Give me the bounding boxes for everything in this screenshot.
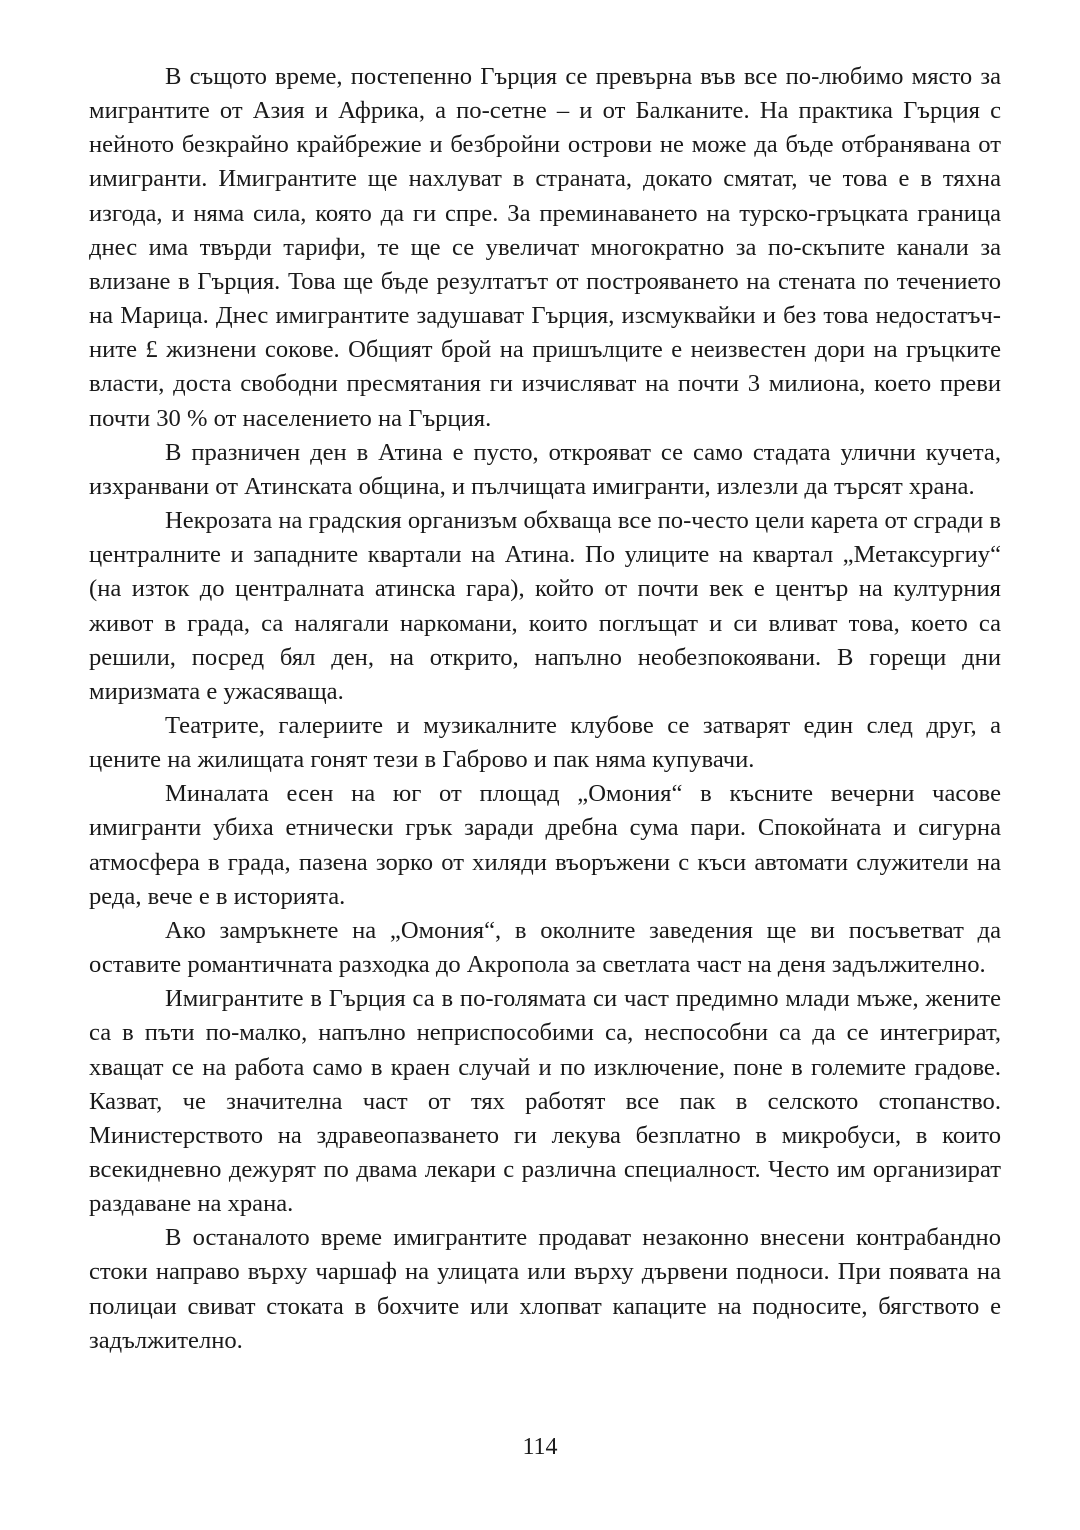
page-number: 114 bbox=[522, 1434, 558, 1460]
paragraph: Некрозата на градския организъм обхваща все по-често цели карета от сгради в централните и западните квартали на Атина. По улиците на квартал „Метаксургиу“ (на изток до централната атинска гара), който от почти век е център на културния живот в града, са налягали наркомани, които поглъщат и си вливат това, което са решили, посред бял ден, на открито, напълно необезпокоявани. В горещи дни миризмата е ужасяваща. bbox=[89, 507, 1001, 705]
paragraph: Миналата есен на юг от площад „Омония“ в късните вечерни часове имигранти убиха етнически грък заради дребна сума пари. Спокойната и сигурна атмосфера в града, пазена зорко от хиляди въоръжени с къси автомати служители на реда, вече е в историята. bbox=[89, 780, 1001, 910]
paragraph: Имигрантите в Гърция са в по-голямата си част предимно млади мъже, жените са в пъти по-малко, напълно неприспособими са, неспособни са да се интегрират, хващат се на работа само в краен случай и по изключение, поне в големите градове. Казват, че значителна част от тях работят все пак в селското стопанство. Министерството на здравеопазването ги лекува безплатно в микробуси, в които всекидневно дежурят по двама лекари с различна специалност. Често им организират раздаване на храна. bbox=[89, 985, 1001, 1218]
paragraph: Ако замръкнете на „Омония“, в околните заведения ще ви посъветват да оставите романтичната разходка до Акропола за светлата част на деня задължително. bbox=[89, 916, 1001, 979]
page-body bbox=[89, 60, 1001, 1358]
paragraph: В останалото време имигрантите продават незаконно внесени контрабандно стоки направо върху чаршаф на улицата или върху дървени подноси. При появата на полицаи свиват стоката в бохчите или хлопват капаците на подносите, бягството е задължително. bbox=[89, 1224, 1001, 1354]
paragraph: Театрите, галериите и музикалните клубове се затварят един след друг, а цените на жилищата гонят тези в Габрово и пак няма купувачи. bbox=[89, 711, 1001, 774]
paragraph: В същото време, постепенно Гърция се превърна във все по-любимо място за мигрантите от Азия и Африка, а по-сетне – и от Балканите. На практика Гърция с нейното безкрайно крайбрежие и безбройни острови не може да бъде отбранявана от имигранти. Имигрантите ще нахлуват в страната, докато смятат, че това е в тяхна изгода, и няма сила, която да ги спре. За преминаването на турско-гръцката граница днес има твърди тарифи, те ще се увеличат многократно за по-скъпите канали за влизане в Гърция. Това ще бъде резултатът от построяването на стената по течението на Марица. Днес имигрантите задушават Гърция, изсмуквайки и без това недостатъчните £ жизнени сокове. Общият брой на пришълците е неизвестен дори на гръцките власти, доста свободни пресмятания ги изчисляват на почти 3 милиона, което преви почти 30 % от населението на Гърция. bbox=[89, 63, 1001, 432]
paragraph: В празничен ден в Атина е пусто, открояват се само стадата улични кучета, изхранвани от Атинската община, и пълчищата имигранти, излезли да търсят храна. bbox=[89, 438, 1001, 500]
